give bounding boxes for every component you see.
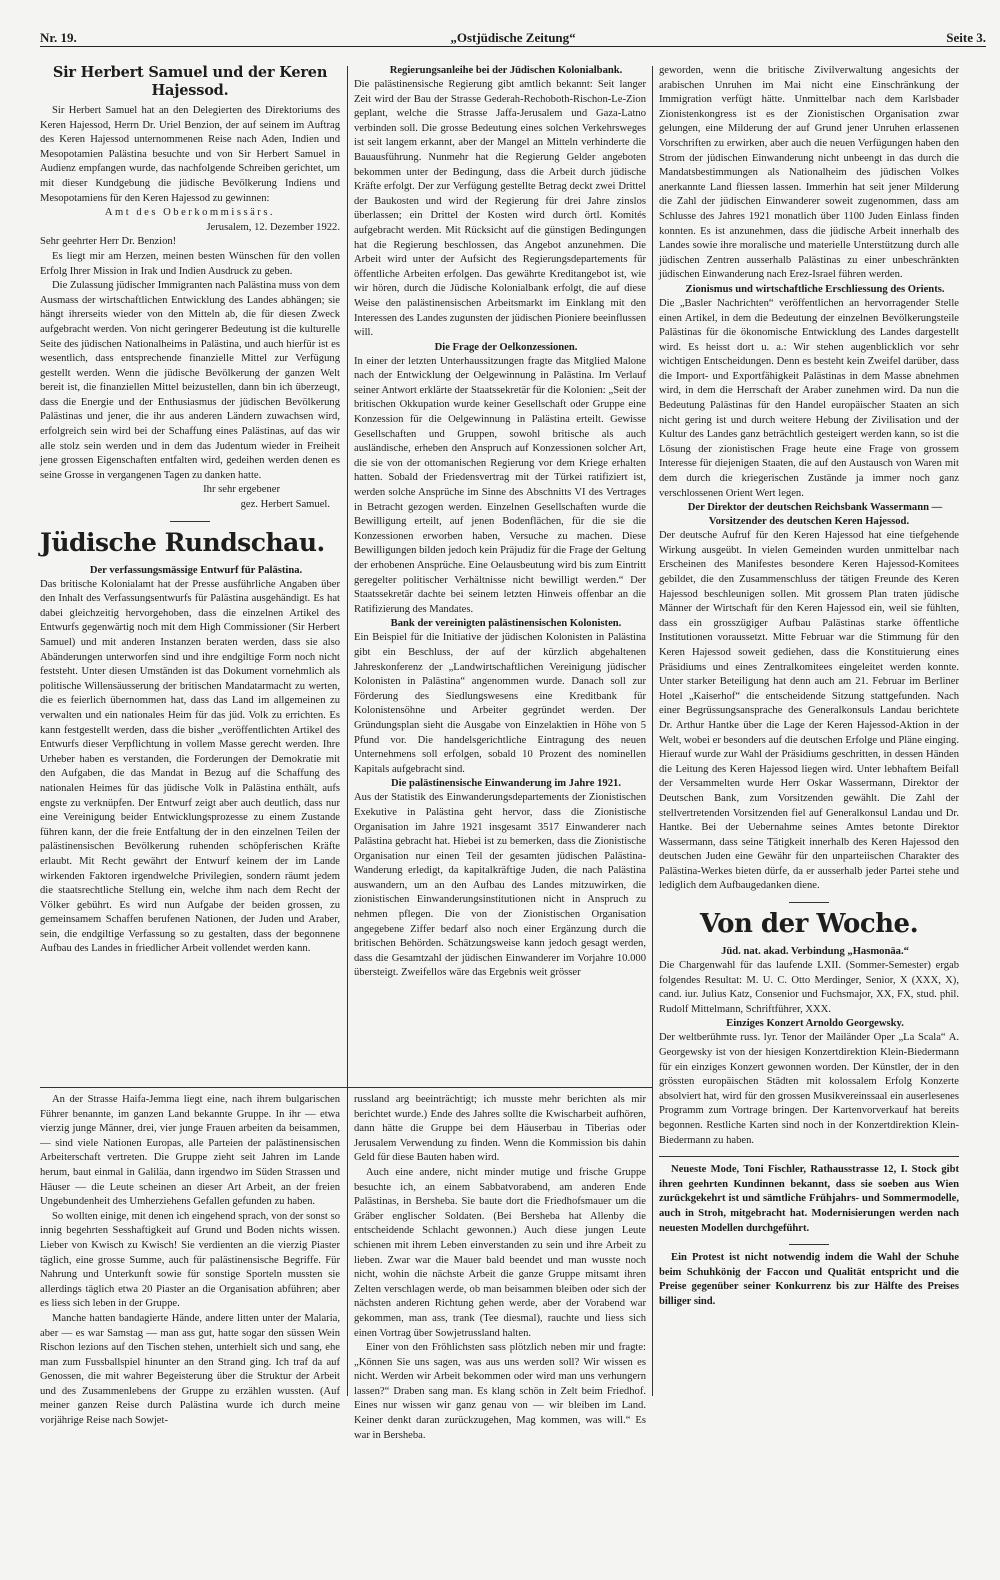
samuel-headline: Sir Herbert Samuel und der Keren Hajessod. (52, 64, 328, 99)
feuilleton-paragraph: russland arg beeinträchtigt; ich musste mehr berichten als mir berichtet wurde.) Ende des Jahres sollte die Kwischarbeit aufhören, dann hätte die Gruppe bei dem Häuserbau in Tiberias oder Jerusalem Verwendung zu finden. Wenn die Kommission bis dahin Geld für diese Bauten haben wird. (354, 1094, 646, 1164)
feuilleton-paragraph: Manche hatten bandagierte Hände, andere litten unter der Malaria, aber — es war Samstag — man ass gut, hatte sogar den süssen Wein Rischon lezions auf den Tischen stehen, unterhielt sich und sang, ehe man zum Fussballspiel hinunter an den Strand ging. Ich traf da auf Genossen, die mit wahrer Begeisterung über die Struktur der Arbeit und des Zusammenlebens der Gruppe zu erzählen wussten. (Auf meiner ganzen Reise durch Palästina wurde ich durch meine vorjährige Reise nach Sowjet- (40, 1312, 340, 1427)
konzert-headline: Einziges Konzert Arnoldo Georgewsky. (726, 1018, 904, 1030)
page-number: Seite 3. (946, 30, 986, 45)
feuilleton-column-2 (354, 1093, 646, 1441)
bank-headline: Bank der vereinigten palästinensischen Kolonisten. (390, 618, 622, 630)
section-separator (789, 902, 829, 903)
newspaper-title: „Ostjüdische Zeitung“ (450, 30, 576, 45)
hasmonaea-text: Die Chargenwahl für das laufende LXII. (Sommer-Semester) ergab folgendes Resultat: M. U. C. Otto Merdinger, Senior, X (XXX, X), cand. iur. Julius Katz, Consenior und Fuchsmajor, XX, FX, stud. phil. Rudolf Mittelmann, Schriftführer, XXX. (659, 960, 959, 1015)
column-1 (40, 64, 340, 1084)
samuel-office: Amt des Oberkommissärs. (104, 207, 276, 219)
verfassung-headline: Der verfassungsmässige Entwurf für Palästina. (89, 564, 303, 576)
feuilleton-paragraph: Einer von den Fröhlichsten sass plötzlich neben mir und fragte: „Können Sie uns sagen, was aus uns werden soll? Wir wissen es nicht. Werden wir Arbeit bekommen oder wird man uns verhungern lassen?“ Draben sang man. Es klang schön in Zelt beim Friedhof. Eines nur wissen wir ganz genau von — wir bleiben im Land. Keiner denkt daran zurückzugehen, Mag kommen, was will.“ Es war in Bersheba. (354, 1342, 646, 1441)
feuilleton-paragraph: So wollten einige, mit denen ich eingehend sprach, von der sonst so innig begehrten Sesshaftigkeit auf Grund und Boden nichts wissen. Lieber von Kwisch zu Kwisch! Sie verdienten an die vierzig Piaster täglich, eine grosse Summe, auch für palästinensische Begriffe. Für Nahrung und Unterkunft sowie für sonstige Sporteln mussten sie allerdings täglich etwa 20 Piaster an die Organisation abführen; aber es liess sich leben in der Gruppe. (40, 1210, 340, 1310)
mode-advertisement: Neueste Mode, Toni Fischler, Rathausstrasse 12, I. Stock gibt ihren geehrten Kundinnen bekannt, dass sie soeben aus Wien zurückgekehrt ist und sämtliche Frühjahrs- und Sommermodelle, auch in Stroh, mitgebracht hat. Modernisierungen werden nach neuesten Modellen durchgeführt. (659, 1164, 959, 1234)
section-separator (659, 1156, 959, 1157)
column-3 (659, 64, 959, 1400)
oel-text: In einer der letzten Unterhaussitzungen fragte das Mitglied Malone nach der Entwicklung der Oelgewinnung in Palästina. Im Verlauf seiner Antwort erklärte der Staatssekretär für die Kolonien: „Seit der britischen Okkupation wurde keiner Gesellschaft oder Gruppe eine Konzession für die Oelgewinnung in Palästina erteilt. Gewisse Gesellschaften und Gruppen, sowohl britische als auch ausländische, erheben den Anspruch auf Konzessionen solcher Art, die sie von der ottomanischen Regierung vor dem Kriege erhalten hatten. Sobald der Friedensvertrag mit der Türkei ratifiziert ist, werden solche Ansprüche im Sinne des Abschnitts VI des Vertrages in Betracht gezogen werden. Einzelnen Gesellschaften wurde die Bewilligung erteilt, auf jenen Bodenflächen, für die sie die Konzessionen erworben haben, Versuche zu machen. Diese Bewilligungen bilden jedoch kein Präjudiz für die Frage der Geltung der erhobenen Ansprüche. Eine Oelausbeutung wird bis zum Eintritt geregelter politischer Verhältnisse nicht bewilligt werden.“ Der Staatssekretär dachte bei seinem letzten Hinweis offenbar an die Ratifizierung des Mandates. (354, 355, 646, 615)
feuilleton-paragraph: Auch eine andere, nicht minder mutige und frische Gruppe besuchte ich, an einem Sabbatvorabend, am anderen Ende Palästinas, in Bersheba. Sie baute dort die Friedhofsmauer um die Gräber englischer Soldaten. (Bei Bersheba hat Allenby die entscheidende Schlacht gewonnen.) Auch diese jungen Leute schienen mit ihrem Leben einverstanden zu sein und ihre Arbeit zu lieben. Zwar war die Mauer bald beendet und man wusste noch nicht, wohin die nächste Arbeit die ganze Gruppe mitsamt ihren Zelten verschlagen werde, ob man beisammen bleiben oder sich der nächsten anderen Richtung gehen werde, aber der Vorabend war gekommen, man ass, trank (Tee diesmal), rauchte und liess sich einen Vortrag über Sowjetrussland halten. (354, 1166, 646, 1339)
rundschau-headline: Jüdische Rundschau. (40, 527, 325, 557)
column-2 (354, 64, 646, 1084)
feuilleton-column-1 (40, 1093, 340, 1427)
column-rule (347, 66, 348, 1396)
samuel-paragraph: Es liegt mir am Herzen, meinen besten Wünschen für den vollen Erfolg Ihrer Mission in Irak und Indien Ausdruck zu geben. (40, 250, 340, 277)
feuilleton-paragraph: An der Strasse Haifa-Jemma liegt eine, nach ihrem bulgarischen Führer benannte, im ganzen Land bekannte Gruppe. In ihr — etwa vierzig junge Männer, drei, vier junge Frauen arbeiten da beisammen, — sind viele Nationen Europas, alle Parteien der palästinensischen Arbeiterschaft vertreten. Die Gruppe zieht seit Jahren im Lande herum, baut einmal in Galiläa, dann irgendwo im Süden Strassen und Häuser — die Leute scheinen an dieser Art Arbeit, an der freien Ungebundenheit des Umherziehens Gefallen gefunden zu haben. (40, 1094, 340, 1208)
orient-headline: Zionismus und wirtschaftliche Erschliessung des Orients. (685, 283, 945, 295)
section-separator (789, 1244, 829, 1245)
verfassung-text: Das britische Kolonialamt hat der Presse ausführliche Angaben über den Inhalt des Verfassungsentwurfs für Palästina ausgehändigt. Es hat dabei gleichzeitig hervorgehoben, dass die einzelnen Artikel des Entwurfs gegenwärtig noch mit dem High Commissioner (Sir Herbert Samuel) und mit anderen Instanzen beraten werden, dass sie also Abänderungen unterworfen sind und ihre endgiltige Form noch nicht feststeht. Unter diesen Umständen ist das Dokument vornehmlich als politische Willensäusserung der britischen Mandatarmacht zu werten, die es feierlich übernommen hat, dass das Land im allgemeinen zu verwalten und ein nationales Heim für das jüd. Volk zu errichten. Es kann festgestellt werden, dass die bisher „veröffentlichten Artikel des Entwurfs dieser Verpflichtung in vollem Masse gerecht werden. Ihre Urheber haben es verstanden, die Forderungen der Demokratie mit den Aufgaben, die das Mandat in Bezug auf die Schaffung des nationalen Heimes für das jüdische Volk in Palästina enthält, aufs engste zu verknüpfen. Der Entwurf zeigt aber auch deutlich, dass nur eine Vereinigung beider Entwicklungsprozesse zu einem Zustande führen kann, der die freie Entfaltung der in den einzelnen Teilen der palästinensischen Bevölkerung ruhenden schöpferischen Kräfte erlaubt. Mit Recht gewährt der Entwurf keinem der im Lande wirkenden Faktoren irgendwelche Privilegien, sondern räumt jedem die staatsrechtliche Stellung ein, welche ihm nach dem Recht der Völker gebührt. Es wird nun Aufgabe der beiden grossen, zu gemeinsamem Schaffen berufenen Nationen, der Juden und Araber, sein, die endgiltige Verfassung so zu gestalten, dass der begonnene Aufbau des Landes in friedlicher Arbeit vollendet werden kann. (40, 578, 340, 955)
anleihe-headline: Regierungsanleihe bei der Jüdischen Kolonialbank. (389, 65, 623, 76)
konzert-text: Der weltberühmte russ. lyr. Tenor der Mailänder Oper „La Scala“ A. Georgewsky ist von der hiesigen Konzertdirektion Klein-Biedermann für ein einziges Konzert gewonnen worden. Der Künstler, der in den grössten europäischen Städten mit kolossalem Erfolg Konzerte absolviert hat, wird für den grossen Musikvereinssaal ein auserlesenes Programm zum Vortrage bringen. Der Kartenvorverkauf hat bereits begonnen. Restliche Karten sind noch in der Konzertdirektion Klein-Biedermann zu haben. (659, 1032, 959, 1146)
woche-headline: Von der Woche. (699, 909, 919, 940)
direktor-text: Der deutsche Aufruf für den Keren Hajessod hat eine tiefgehende Wirkung ausgeübt. In vielen Gemeinden wurden unmittelbar nach Erscheinen des Manifestes besondere Keren Hajessod-Komitees gebildet, die den Zusammenschluss der tätigen Freunde des Keren Hajessod beschleunigen sollen. Mit grossem Plan traten jüdische Männer der Wirtschaft für den Keren Hajessod ein, weil sie fühlten, dass ein grosszügiger Aufbau Palästinas starke öffentliche Institutionen voraussetzt. Mitte Februar war die Stimmung für den Keren Hajessod soweit gediehen, dass die Konstituierung eines Präsidiums und eines Zentralkomitees eingeleitet werden konnte. Unter starker Beteiligung hat denn auch am 21. Februar im Berliner Hotel „Kaiserhof“ die entscheidende Sitzung stattgefunden. Nach einer Begrüssungsansprache des Generalkonsuls Landau berichtete Dr. Arthur Hantke über die Lage der Keren Hajessod-Aktion in der Welt, wobei er besonders auf die deutschen Erfolge und Pläne einging. Hierauf wurde zur Wahl der Präsidiums geschritten, in dessen Händen die Leitung des Keren Hajessod liegen wird. Unter lebhaftem Beifall der Versammelten wurde Herr Oskar Wassermann, Direktor der Deutschen Bank, zum Vorsitzenden gewählt. Die Zahl der stellvertretenden Vorsitzenden fiel auf Generalkonsul Landau und Dr. Hantke. Bei der Uebernahme seines Amtes betonte Direktor Wassermann, dass seine Tätigkeit innerhalb des Keren Hajessod den deutschen Juden eine Gewähr für den unparteiischen Charakter des Palästina-Werkes bieten dürfe, da er ausserhalb jeder Partei stehe und lediglich dem Aufbaugedanken diene. (659, 530, 959, 892)
feuilleton-rule (40, 1087, 652, 1088)
bank-text: Ein Beispiel für die Initiative der jüdischen Kolonisten in Palästina gibt ein Beschluss, der auf der kürzlich abgehaltenen Jahreskonferenz der „Landwirtschaftlichen Vereinigung jüdischer Kolonisten in Palästina“ angenommen wurde. Danach soll zur Förderung des Siedlungswesens eine Kreditbank für Kolonistensöhne und Arbeiter gegründet werden. Der Gründungsplan sieht die Ausgabe von Einzelaktien in Höhe von 5 Pfund vor. Die handelsgerichtliche Eintragung des neuen Unternehmens soll erfolgen, sobald 10 Prozent des nominellen Kapitals aufgebracht sind. (354, 632, 646, 775)
oel-headline: Die Frage der Oelkonzessionen. (434, 341, 578, 353)
samuel-paragraph: Die Zulassung jüdischer Immigranten nach Palästina muss von dem Ausmass der wirtschaftlichen Entwicklung des Landes abhängen; sie hängt ihrerseits wieder von den Mitteln ab, die für diesen Zweck aufgebracht werden. Von nicht geringerer Bedeutung ist die kulturelle Seite des jüdischen Nationalheims in Palästina, und auch hierfür ist es wesentlich, dass entsprechende finanzielle Mittel zur Verfügung gestellt werden. Wenn die jüdische Bevölkerung der ganzen Welt bereit ist, die finanziellen Mittel beizustellen, dann bin ich überzeugt, dass die Energie und der Enthusiasmus der jüdischen Bevölkerung Palästinas und jener, die ihr aus anderen Ländern zuwachsen wird, erfolgreich sein wird bei der Schaffung eines Palästinas, auf das wir alle stolz sein werden und in dem das Judentum wieder in Freiheit jene grossen Eigenschaften entfalten wird, gedeihen werden denen es seine Grosse in vergangenen Tagen zu danken hatte. (40, 280, 340, 481)
einwanderung-headline: Die palästinensische Einwanderung im Jahre 1921. (391, 778, 621, 790)
hasmonaea-headline: Jüd. nat. akad. Verbindung „Hasmonäa.“ (721, 946, 909, 958)
samuel-salutation: Sehr geehrter Herr Dr. Benzion! (40, 236, 177, 248)
orient-text: Die „Basler Nachrichten“ veröffentlichen an hervorragender Stelle einen Artikel, in dem die Bedeutung der einzelnen Bevölkerungsteile Palästinas für die ökonomische Entwicklung des Landes dargestellt wird. Es heisst dort u. a.: Wir stehen augenblicklich vor sehr wichtigen Entscheidungen. Denn es besteht kein Zweifel darüber, dass die Import- und Exportfähigkeit Palästinas in dem Masse abnehmen wird, in dem die Herrschaft der Araber zunehmen wird. Da nun die Bedeutung Palästinas für den Handel europäischer Staaten an sich nicht gering ist und durch weitere Hebung der Zivilisation und der Kultur des Landes ganz beträchtlich gesteigert werden kann, so ist die Lösung der zionistischen Frage heute eine Frage von grossem Interesse für diejenigen Staaten, die auf den Austausch von Waren mit dem durch die kriegerischen Zustände ja immer noch ganz verschlossenen Orient Wert legen. (659, 297, 959, 499)
direktor-headline: Der Direktor der deutschen Reichsbank Wassermann — Vorsitzender des deutschen Keren Hajessod. (687, 502, 943, 528)
samuel-signature: gez. Herbert Samuel. (240, 499, 330, 511)
column-rule (652, 66, 653, 1396)
samuel-dateline: Jerusalem, 12. Dezember 1922. (206, 221, 340, 233)
protest-advertisement: Ein Protest ist nicht notwendig indem die Wahl der Schuhe beim Schuhkönig der Faccon und Qualität entspricht und die Preise gegenüber seiner Konkurrenz bis zur Hälfte des Preises billiger sind. (659, 1252, 959, 1307)
einwanderung-continued: geworden, wenn die britische Zivilverwaltung angesichts der arabischen Unruhen im Mai nicht eine Einschränkung der Immigration verfügt hätte. Unmittelbar nach dem Karlsbader Zionistenkongress ist es der Zionistischen Organisation zwar gelungen, eine Milderung der auf Grund jener Unruhen erlassenen Vorschriften zu erwirken, aber auch die neuen Verfügungen haben den Strom der jüdischen Einwanderung nicht unbeengt in das durch die Mandatsbestimmungen als Nationalheim des jüdischen Volkes anerkannte Land fliessen lassen. Immerhin hat seit jener Milderung die Zahl der jüdischen Einwanderer soweit zugenommen, dass am Schlusse des Jahres 1921 monatlich über 1100 Juden Einlass finden konnten. Es ist anzunehmen, dass die jüdische Arbeit innerhalb des Landes sowie ihre moralische und materielle Unterstützung durch alle jüdischen Zentren ausserhalb Palästinas zu einer unbeschränkten jüdischen Einwanderung nach Erez-Israel führen werden. (659, 65, 959, 281)
page-header (40, 24, 986, 47)
anleihe-text: Die palästinensische Regierung gibt amtlich bekannt: Seit langer Zeit wird der Bau der Strasse Gederah-Rechoboth-Rischon-Le-Zion geplant, welche die Strasse Jaffa-Jerusalem und Gaza-Latno verbinden soll. Die grosse Bedeutung eines solchen Verkehrsweges ist seit langem erkannt, aber der Mangel an Mitteln verhinderte die Bauausführung. Nunmehr hat die Regierung Gelder angeboten bekommen unter der Bedingung, dass die Arbeit durch jüdische Kräfte erfolgt. Der zur Verfügung gestellte Betrag deckt zwei Drittel der Baukosten und wird der Regierung für drei Jahre zinslos überlassen; ein Drittel der Kosten wird durch örtl. Komités aufgebracht werden. Mit Rücksicht auf die günstigen Bedingungen hat die Regierung beschlossen, das Angebot anzunehmen. Die Arbeit wird unter der Aufsicht des Regierungsdepartements für öffentliche Arbeiten erfolgen. Das gewährte Kreditangebot ist, wie wir hören, durch die Jüdische Kolonialbank erfolgt, die auf diese Weise den palästinensischen Arbeitsmarkt im Einklang mit den Interessen des Landes zugunsten der jüdischen Pioniere beeinflussen will. (354, 79, 646, 339)
einwanderung-text: Aus der Statistik des Einwanderungsdepartements der Zionistischen Exekutive in Palästina geht hervor, dass die Zionistische Organisation im Jahre 1921 insgesamt 3517 Einwanderer nach Palästina gebracht hat. Hiebei ist zu bemerken, dass die Zionistische Organisation nur einen Teil der gesamten jüdischen Palästina-Wanderung erledigt, da kapitalkräftige Juden, die nach Palästina auswandern, um an den Aufbau des Landes mitzuwirken, die zionistischen Einwanderungsinstitutionen nicht in Anspruch zu nehmen pflegen. Die von der Zionistischen Organisation angegebene Ziffer bedarf also noch einer Ergänzung durch die britischen Behörden. Schätzungsweise kann jedoch gesagt werden, dass die Gesamtzahl der jüdischen Einwanderer im Vorjahre 10.000 übersteigt. Zweifellos wäre das Ergebnis weit grösser (354, 792, 646, 979)
issue-number: Nr. 19. (40, 30, 77, 45)
samuel-intro: Sir Herbert Samuel hat an den Delegierten des Direktoriums des Keren Hajessod, Herrn Dr. Uriel Benzion, der auf seinem im Auftrag des Keren Hajessod unternommenen Reise nach Aden, Indien und Mesopotamien Palästina besuchte und von Sir Herbert Samuel in Audienz empfangen wurde, das nachfolgende Schreiben gerichtet, um mit dieser Kundgebung die jüdische Bevölkerung Indiens und Mesopotamiens für den Keren Hajessod zu gewinnen: (40, 105, 340, 204)
samuel-closing: Ihr sehr ergebener (203, 484, 280, 496)
section-separator (170, 521, 210, 522)
